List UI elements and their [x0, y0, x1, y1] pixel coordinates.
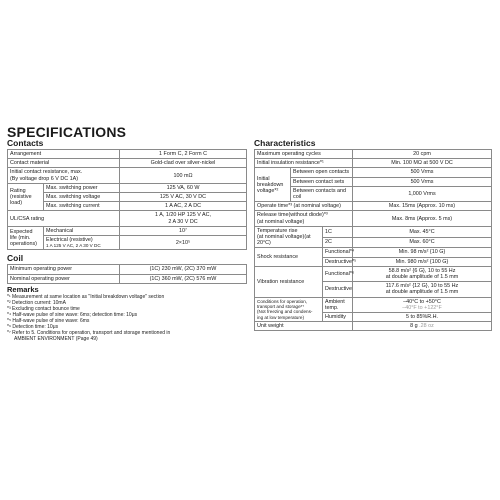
rating-row-value: 1 A AC, 2 A DC — [120, 202, 247, 211]
operate-time-label: Operate time*³ (at nominal voltage) — [255, 202, 353, 211]
remark-item: *¹ Measurement at same location as "Initial breakdown voltage" section — [7, 293, 165, 300]
conditions-label-2: transport and storage*⁷ — [257, 304, 305, 310]
breakdown-label-2: breakdown — [257, 181, 284, 188]
ambient-temp-label — [323, 297, 353, 312]
rating-label-3: load) — [10, 200, 22, 207]
expected-life-label-1: Expected — [10, 228, 33, 235]
ambient-temp-value-1: –40°C to +50°C — [403, 298, 441, 305]
rating-row-value: 125 V AC, 30 V DC — [120, 193, 247, 202]
table-row — [8, 159, 247, 168]
table-row — [8, 236, 247, 250]
vibration-destructive-value — [353, 282, 492, 297]
rating-label-1: Rating — [10, 187, 26, 194]
unit-weight-label: Unit weight — [255, 322, 353, 331]
characteristics-title: Characteristics — [254, 138, 316, 148]
remarks-section — [7, 285, 247, 342]
breakdown-row-value: 500 Vrms — [353, 168, 492, 177]
ambient-temp-label-1: Ambient — [325, 298, 345, 305]
initial-resistance-label-2: (By voltage drop 6 V DC 1A) — [10, 175, 79, 182]
table-row — [8, 193, 247, 202]
breakdown-row-label: Between contact sets — [291, 177, 353, 186]
remarks-title: Remarks — [7, 284, 39, 294]
table-row — [255, 248, 492, 257]
unit-weight-metric: 8 g — [410, 323, 418, 330]
ul-csa-value-1: 1 A, 1/20 HP 125 V AC, — [155, 212, 211, 219]
electrical-label-2: 1 A 125 V AC, 2 A 30 V DC — [46, 243, 101, 249]
unit-weight-imperial: .28 oz — [419, 323, 434, 330]
vibration-functional-value-1: 58.8 m/s² {6 G}, 10 to 55 Hz — [388, 267, 456, 274]
arrangement-value: 1 Form C, 2 Form C — [120, 150, 247, 159]
vibration-destructive-label: Destructive — [323, 282, 353, 297]
breakdown-label-3: voltage*² — [257, 187, 279, 194]
table-row — [255, 168, 492, 177]
breakdown-label-1: Initial — [257, 175, 270, 182]
temperature-rise-label — [255, 226, 323, 248]
vibration-functional-value-2: at double amplitude of 1.5 mm — [385, 274, 459, 281]
coil-title: Coil — [7, 253, 24, 264]
rating-row-label: Max. switching current — [44, 202, 120, 211]
temperature-rise-row-value: Max. 45°C — [353, 226, 492, 237]
initial-resistance-label — [8, 168, 120, 183]
table-row — [255, 266, 492, 281]
release-time-label — [255, 211, 353, 226]
electrical-label-1: Electrical (resistive) — [46, 237, 93, 244]
conditions-label-4: ing at low temperature) — [257, 314, 304, 320]
conditions-label-1: Conditions for operation, — [257, 299, 308, 305]
shock-destructive-label: Destructive*⁵ — [323, 257, 353, 266]
ambient-temp-value — [353, 297, 492, 312]
contacts-table — [7, 149, 247, 250]
initial-resistance-value: 100 mΩ — [120, 168, 247, 183]
release-time-label-2: (at nominal voltage) — [257, 218, 305, 225]
temperature-rise-row-label: 1C — [323, 226, 353, 237]
ul-csa-label: UL/CSA rating — [8, 211, 120, 226]
temperature-rise-row-value: Max. 60°C — [353, 237, 492, 248]
rating-row-label: Max. switching power — [44, 183, 120, 192]
breakdown-row-value: 500 Vrms — [353, 177, 492, 186]
vibration-destructive-value-1: 117.6 m/s² {12 G}, 10 to 55 Hz — [385, 283, 459, 290]
breakdown-row-label: Between contacts and coil — [291, 186, 353, 201]
table-row — [8, 274, 247, 283]
max-operating-cycles-label: Maximum operating cycles — [255, 150, 353, 159]
remark-item: *⁴ Half-wave pulse of sine wave: 6ms; detection time: 10μs — [7, 311, 138, 318]
humidity-value: 5 to 85%R.H. — [353, 313, 492, 322]
operate-time-value: Max. 15ms (Approx. 10 ms) — [353, 202, 492, 211]
coil-row-label: Nominal operating power — [8, 274, 120, 283]
remark-item: *⁵ Half-wave pulse of sine wave: 6ms — [7, 317, 90, 324]
temperature-rise-row-label: 2C — [323, 237, 353, 248]
expected-life-label-3: operations) — [10, 241, 37, 248]
breakdown-row-value: 1,000 Vrms — [353, 186, 492, 201]
initial-insulation-label: Initial insulation resistance*¹ — [255, 159, 353, 168]
release-time-value: Max. 8ms (Approx. 5 ms) — [353, 211, 492, 226]
table-row — [8, 150, 247, 159]
ul-csa-value-2: 2 A 30 V DC — [168, 218, 198, 225]
temperature-rise-label-1: Temperature rise — [257, 227, 298, 234]
initial-resistance-label-1: Initial contact resistance, max. — [10, 169, 83, 176]
temperature-rise-label-2: (at nominal voltage)(at 20°C) — [257, 234, 311, 247]
table-row — [8, 265, 247, 274]
page-title: SPECIFICATIONS — [7, 124, 127, 140]
vibration-label: Vibration resistance — [255, 266, 323, 297]
shock-functional-value: Min. 98 m/s² {10 G} — [353, 248, 492, 257]
conditions-label — [255, 297, 323, 322]
table-row — [255, 211, 492, 226]
expected-life-label-2: life (min. — [10, 235, 31, 242]
breakdown-row-label: Between open contacts — [291, 168, 353, 177]
characteristics-table — [254, 149, 492, 331]
left-column — [7, 138, 247, 342]
table-row — [8, 168, 247, 183]
electrical-label — [44, 236, 120, 250]
ul-csa-value — [120, 211, 247, 226]
shock-destructive-value: Min. 980 m/s² {100 G} — [353, 257, 492, 266]
breakdown-group-label — [255, 168, 291, 202]
table-row — [255, 202, 492, 211]
table-row — [255, 177, 492, 186]
table-row — [255, 186, 492, 201]
unit-weight-value — [353, 322, 492, 331]
table-row — [255, 150, 492, 159]
remark-item: *³ Excluding contact bounce time — [7, 305, 80, 312]
remark-item: AMBIENT ENVIRONMENT (Page 49) — [14, 335, 98, 342]
contacts-title: Contacts — [7, 138, 44, 148]
coil-row-value: (1C) 230 mW, (2C) 370 mW — [120, 265, 247, 274]
release-time-label-1: Release time(without diode)*³ — [257, 212, 328, 219]
table-row — [255, 297, 492, 312]
vibration-destructive-value-2: at double amplitude of 1.5 mm — [385, 289, 459, 296]
remark-item: *⁶ Detection time: 10μs — [7, 323, 59, 330]
table-row — [8, 183, 247, 192]
coil-table — [7, 264, 247, 283]
remark-item: *² Detection current: 10mA — [7, 299, 66, 306]
humidity-label: Humidity — [323, 313, 353, 322]
rating-label-2: (resistive — [10, 194, 32, 201]
conditions-label-3: (Not freezing and condens- — [257, 309, 313, 315]
table-row — [8, 202, 247, 211]
table-row — [255, 226, 492, 237]
mechanical-label: Mechanical — [44, 226, 120, 235]
table-row — [255, 322, 492, 331]
coil-row-label: Minimum operating power — [8, 265, 120, 274]
table-row — [8, 226, 247, 235]
initial-insulation-value: Min. 100 MΩ at 500 V DC — [353, 159, 492, 168]
shock-label: Shock resistance — [255, 248, 323, 266]
electrical-value: 2×10⁵ — [120, 236, 247, 250]
coil-row-value: (1C) 360 mW, (2C) 576 mW — [120, 274, 247, 283]
rating-row-value: 125 VA, 60 W — [120, 183, 247, 192]
vibration-functional-label: Functional*⁶ — [323, 266, 353, 281]
right-column — [254, 138, 492, 331]
arrangement-label: Arrangement — [8, 150, 120, 159]
rating-group-label — [8, 183, 44, 211]
mechanical-value: 10⁷ — [120, 226, 247, 235]
table-row — [8, 211, 247, 226]
contact-material-label: Contact material — [8, 159, 120, 168]
shock-functional-label: Functional*⁴ — [323, 248, 353, 257]
expected-life-group-label — [8, 226, 44, 250]
contact-material-value: Gold-clad over silver-nickel — [120, 159, 247, 168]
rating-row-label: Max. switching voltage — [44, 193, 120, 202]
max-operating-cycles-value: 20 cpm — [353, 150, 492, 159]
table-row — [255, 159, 492, 168]
ambient-temp-value-2: –40°F to +122°F — [402, 304, 442, 311]
ambient-temp-label-2: temp. — [325, 304, 339, 311]
vibration-functional-value — [353, 266, 492, 281]
remark-item: *⁷ Refer to 5. Conditions for operation, transport and storage mentioned in — [7, 329, 171, 336]
